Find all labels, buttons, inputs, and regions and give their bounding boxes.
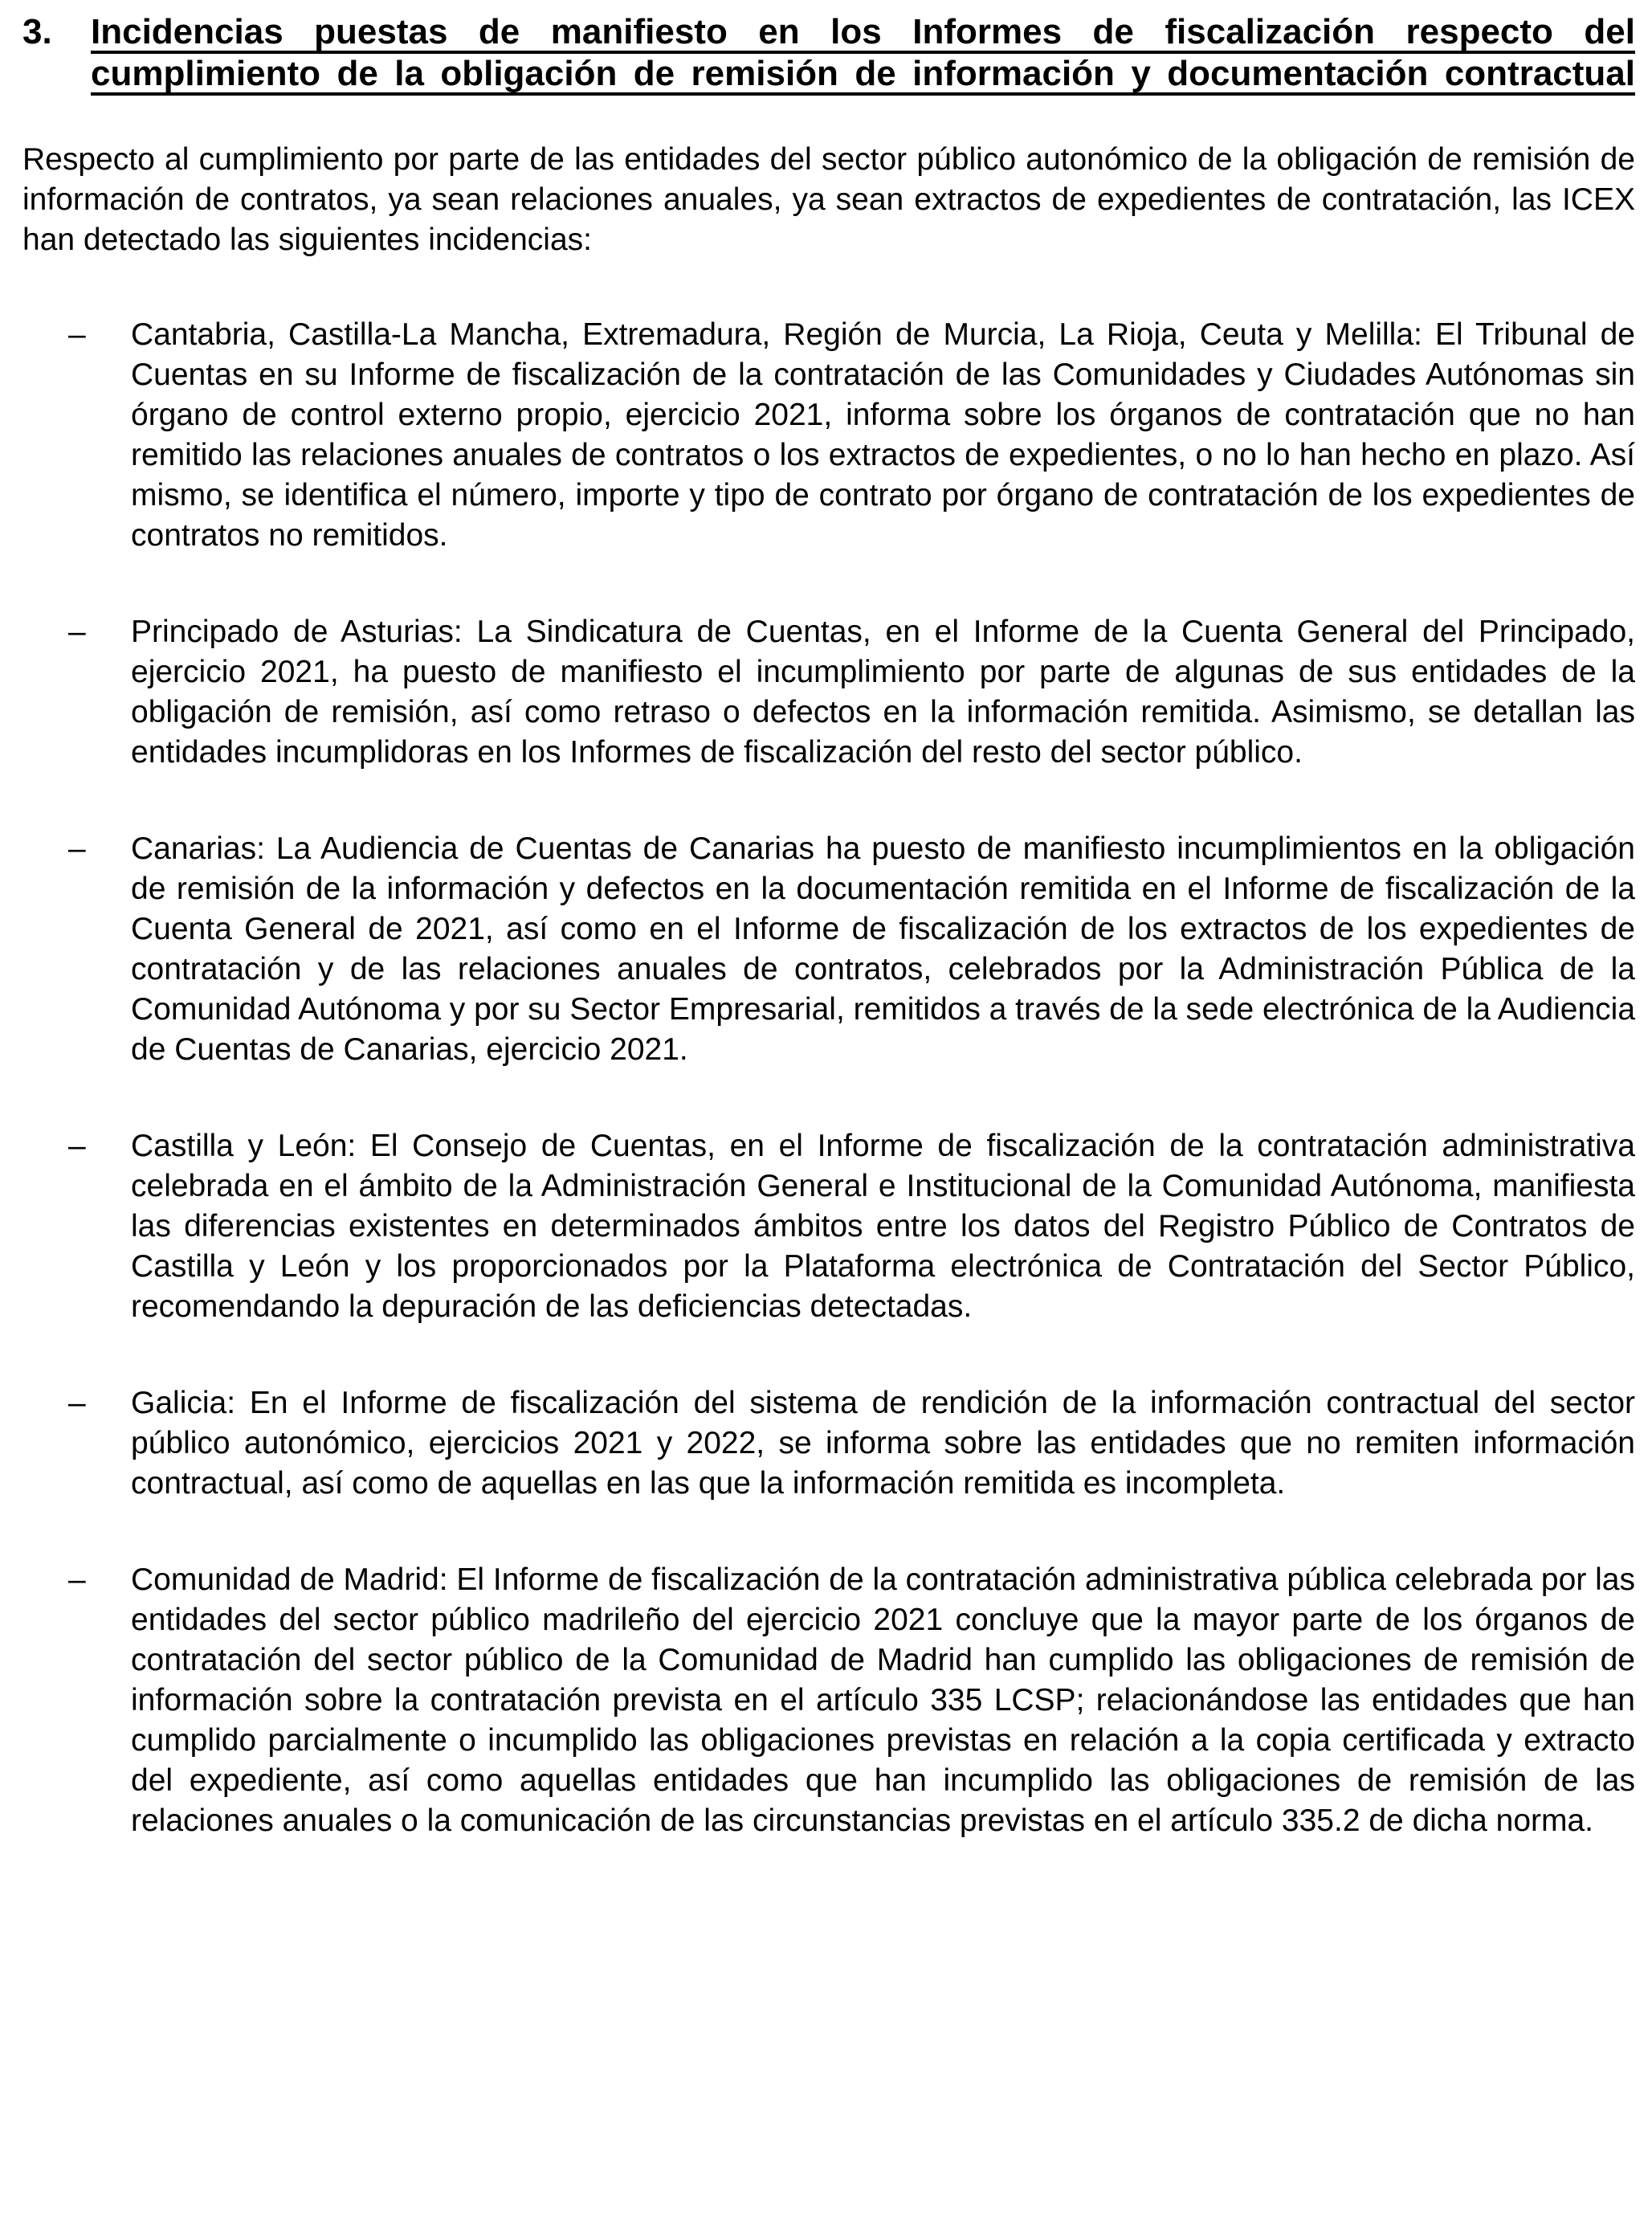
list-item-text: Castilla y León: El Consejo de Cuentas, en el Informe de fiscalización de la contratación administrativa celebrada en el ámbito de la Administración General e Institucional de la Comunidad Autónoma, manifiesta las diferencias existentes en determinados ámbitos entre los datos del Registro Público de Contratos de Castilla y León y los proporcionados por la Plataforma electrónica de Contratación del Sector Público, recomendando la depuración de las deficiencias detectadas. [131,1129,1635,1324]
list-item [68,1560,1635,1841]
section-heading-text: Incidencias puestas de manifiesto en los Informes de fiscalización respecto del cumplimiento de la obligación de remisión de información y documentación contractual [91,12,1635,93]
list-item-text: Principado de Asturias: La Sindicatura de Cuentas, en el Informe de la Cuenta General del Principado, ejercicio 2021, ha puesto de manifiesto el incumplimiento por parte de algunas de sus entidades de la obligación de remisión, así como retraso o defectos en la información remitida. Asimismo, se detallan las entidades incumplidoras en los Informes de fiscalización del resto del sector público. [131,615,1635,770]
intro-paragraph: Respecto al cumplimiento por parte de las entidades del sector público autonómico de la obligación de remisión de información de contratos, ya sean relaciones anuales, ya sean extractos de expedientes de contratación, las ICEX han detectado las siguientes incidencias: [22,142,1635,257]
list-item [68,829,1635,1070]
incident-list [22,315,1635,1841]
list-item [68,315,1635,556]
section-number: 3. [22,12,52,51]
list-item-text: Galicia: En el Informe de fiscalización del sistema de rendición de la información contractual del sector público autonómico, ejercicios 2021 y 2022, se informa sobre las entidades que no remiten información contractual, así como de aquellas en las que la información remitida es incompleta. [131,1386,1635,1501]
list-item-text: Comunidad de Madrid: El Informe de fiscalización de la contratación administrativa pública celebrada por las entidades del sector público madrileño del ejercicio 2021 concluye que la mayor parte de los órganos de contratación del sector público de la Comunidad de Madrid han cumplido las obligaciones de remisión de información sobre la contratación prevista en el artículo 335 LCSP; relacionándose las entidades que han cumplido parcialmente o incumplido las obligaciones previstas en relación a la copia certificada y extracto del expediente, así como aquellas entidades que han incumplido las obligaciones de remisión de las relaciones anuales o la comunicación de las circunstancias previstas en el artículo 335.2 de dicha norma. [131,1562,1635,1838]
section-heading [22,11,1635,95]
list-item-text: Cantabria, Castilla-La Mancha, Extremadura, Región de Murcia, La Rioja, Ceuta y Melilla: El Tribunal de Cuentas en su Informe de fiscalización de la contratación de las Comunidades y Ciudades Autónomas sin órgano de control externo propio, ejercicio 2021, informa sobre los órganos de contratación que no han remitido las relaciones anuales de contratos o los extractos de expedientes, o no lo han hecho en plazo. Así mismo, se identifica el número, importe y tipo de contrato por órgano de contratación de los expedientes de contratos no remitidos. [131,317,1635,553]
bullet-dash: – [68,831,86,866]
bullet-dash: – [68,1129,86,1163]
bullet-dash: – [68,1562,86,1597]
list-item [68,612,1635,773]
list-item-text: Canarias: La Audiencia de Cuentas de Canarias ha puesto de manifiesto incumplimientos en la obligación de remisión de la información y defectos en la documentación remitida en el Informe de fiscalización de la Cuenta General de 2021, así como en el Informe de fiscalización de los extractos de los expedientes de contratación y de las relaciones anuales de contratos, celebrados por la Administración Pública de la Comunidad Autónoma y por su Sector Empresarial, remitidos a través de la sede electrónica de la Audiencia de Cuentas de Canarias, ejercicio 2021. [131,831,1636,1067]
list-item [68,1126,1635,1327]
list-item [68,1383,1635,1504]
bullet-dash: – [68,615,86,649]
bullet-dash: – [68,1386,86,1420]
bullet-dash: – [68,317,86,352]
